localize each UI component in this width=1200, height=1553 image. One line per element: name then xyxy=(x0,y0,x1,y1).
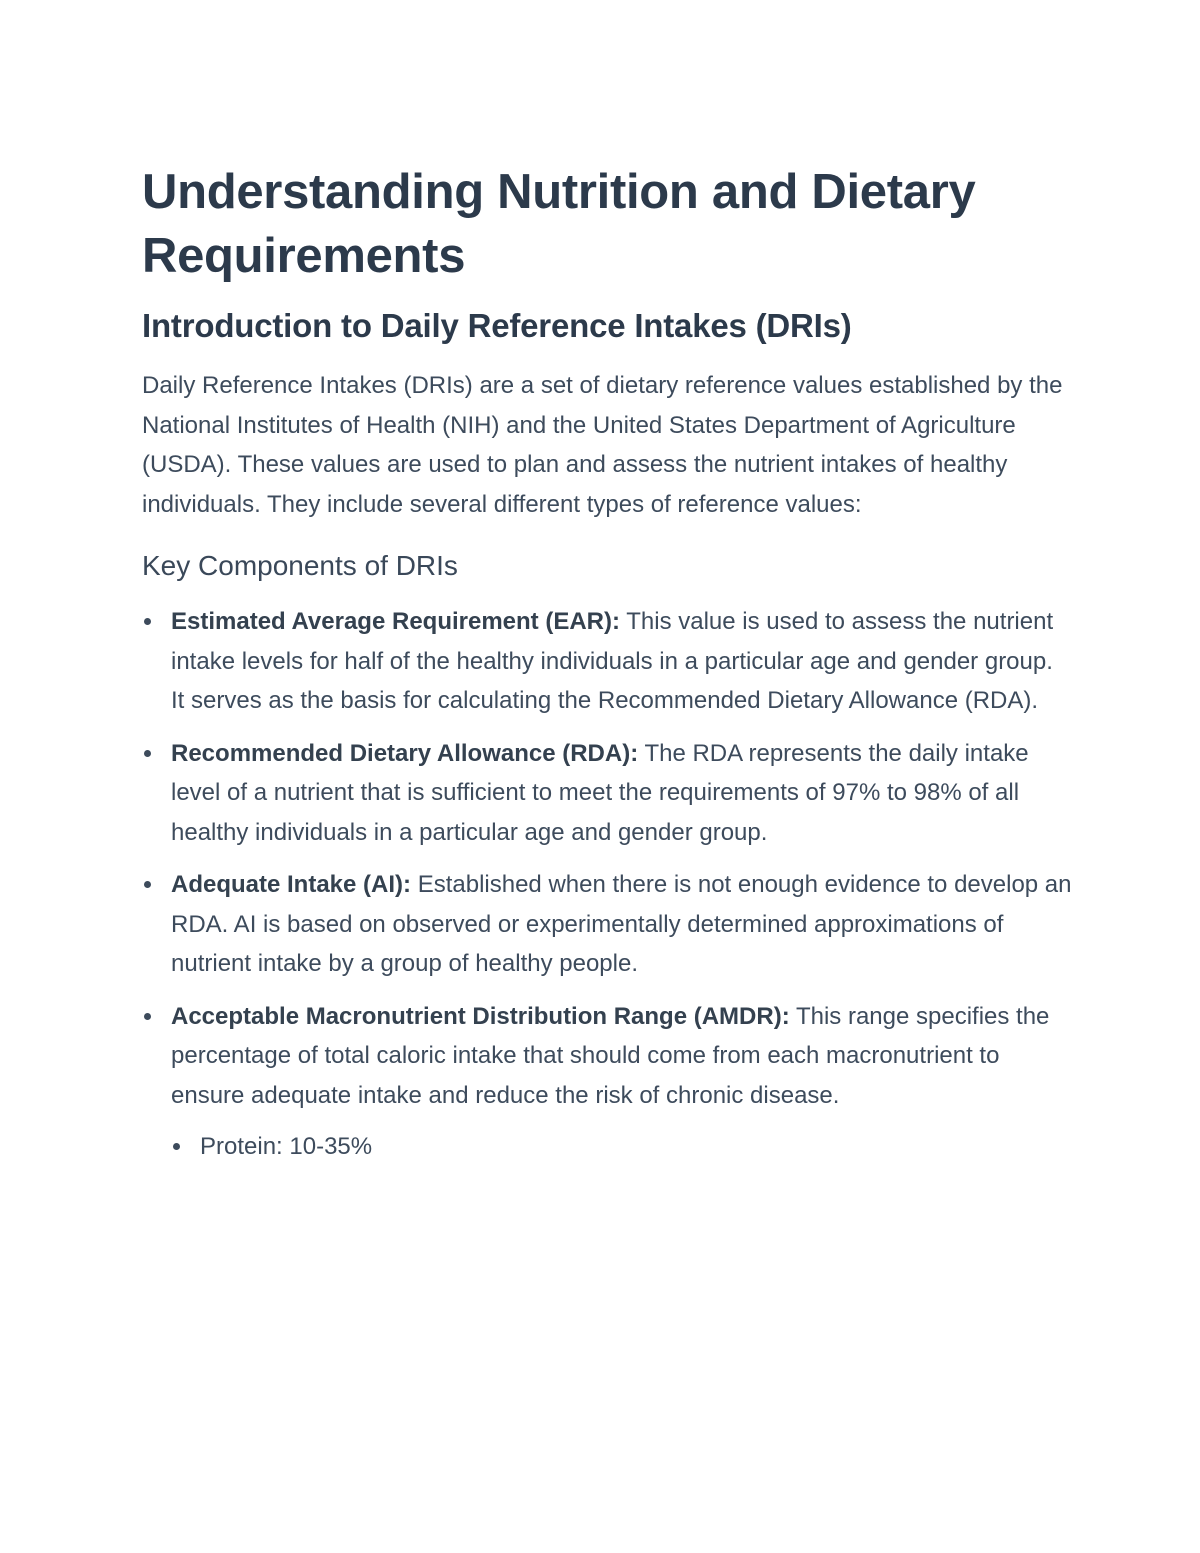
component-term: Recommended Dietary Allowance (RDA): xyxy=(171,739,639,767)
intro-paragraph: Daily Reference Intakes (DRIs) are a set of dietary reference values established by the National Institutes of Health (NIH) and the United States Department of Agriculture (USDA). These values are used to plan and assess the nutrient intakes of healthy individuals. They include several different types of reference values: xyxy=(142,372,1063,518)
component-description: This value is used to assess the nutrient intake levels for half of the healthy individuals in a particular age and gender group. It serves as the basis for calculating the Recommended Dietary Allowance (RDA). xyxy=(171,608,1054,714)
component-description: The RDA represents the daily intake level of a nutrient that is sufficient to meet the requirements of 97% to 98% of all healthy individuals in a particular age and gender group. xyxy=(171,739,1029,846)
component-description: This range specifies the percentage of total caloric intake that should come from each macronutrient to ensure adequate intake and reduce the risk of chronic disease. xyxy=(171,1002,1050,1109)
amdr-item-protein: Protein: 10-35% xyxy=(171,1127,1072,1167)
document-page xyxy=(142,160,1072,1180)
component-term: Adequate Intake (AI): xyxy=(171,871,412,898)
subsection-heading-key-components: Key Components of DRIs xyxy=(142,550,458,581)
components-list xyxy=(142,602,1072,1167)
amdr-sublist xyxy=(171,1127,1072,1167)
list-item-amdr xyxy=(142,997,1072,1167)
list-item-rda xyxy=(142,734,1072,853)
list-item-ear xyxy=(142,602,1072,721)
document-title: Understanding Nutrition and Dietary Requirements xyxy=(142,165,976,283)
list-item-ai xyxy=(142,865,1072,984)
component-term: Estimated Average Requirement (EAR): xyxy=(171,608,620,635)
component-term: Acceptable Macronutrient Distribution Range (AMDR): xyxy=(171,1002,790,1030)
section-heading-dris: Introduction to Daily Reference Intakes (DRIs) xyxy=(142,307,852,344)
component-description: Established when there is not enough evidence to develop an RDA. AI is based on observed or experimentally determined approximations of nutrient intake by a group of healthy people. xyxy=(171,871,1072,977)
